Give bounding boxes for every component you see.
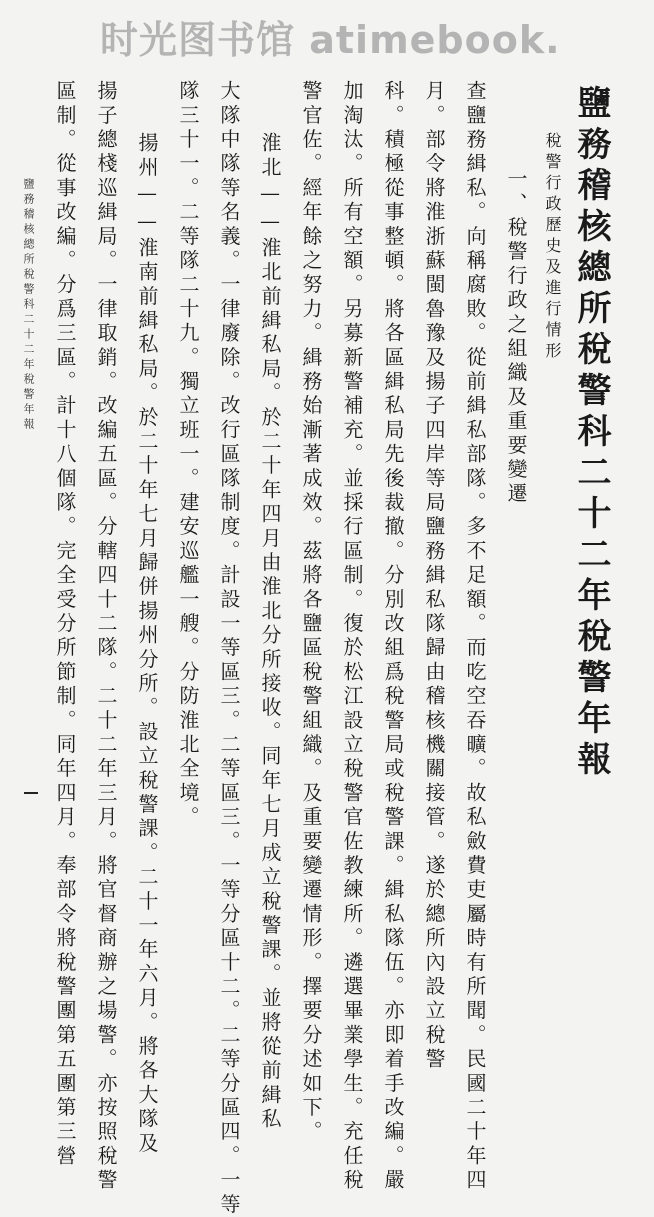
page-number xyxy=(24,792,38,794)
body-column-5: 警官佐。經年餘之努力。緝務始漸著成效。茲將各鹽區稅警組織。及重要變遷情形。擇要分述如下。 xyxy=(299,80,323,1145)
body-column-10: 揚子總棧巡緝局。一律取銷。改編五區。分轄四十二隊。二十二年三月。將官督商辦之場警。亦按照稅警 xyxy=(94,80,118,1194)
section-heading: 稅警行政歷史及進行情形 xyxy=(543,132,562,363)
body-column-4: 加淘汰。所有空額。另募新警補充。並採行區制。復於松江設立稅警官佐教練所。遴選畢業學生。充任稅 xyxy=(340,80,364,1194)
subheading-line: 一、稅警行政之組織及重要變遷 xyxy=(504,168,528,507)
body-column-11: 區制。從事改編。分爲三區。計十八個隊。完全受分所節制。同年四月。奉部令將稅警團第五團第三營 xyxy=(53,80,77,1169)
body-column-7: 大隊中隊等名義。一律廢除。改行區隊制度。計設一等區三。二等區三。一等分區十二。二等分區四。一等 xyxy=(217,80,241,1217)
running-header: 鹽務稽核總所稅警科二十二年稅警年報 xyxy=(22,178,35,433)
watermark: 时光图书馆 atimebook. xyxy=(100,18,561,62)
body-column-8: 隊三十一。二等隊二十九。獨立班一。建安巡艦一艘。分防淮北全境。 xyxy=(176,80,200,831)
body-column-3: 科。積極從事整頓。將各區緝私局先後裁撤。分別改組爲稅警局或稅警課。緝私隊伍。亦即着手改編。嚴 xyxy=(381,80,405,1194)
body-column-1: 查鹽務緝私。向稱腐敗。從前緝私部隊。多不足額。而吃空吞曠。故私斂費吏屬時有所聞。民國二十年四 xyxy=(463,80,487,1194)
page-title: 鹽務稽核總所稅警科二十二年稅警年報 xyxy=(571,85,611,782)
body-column-2: 月。部令將淮浙蘇閩魯豫及揚子四岸等局鹽務緝私隊歸由稽核機關接管。遂於總所內設立稅警 xyxy=(422,80,446,1073)
body-column-6: 淮北——淮北前緝私局。於二十年四月由淮北分所接收。同年七月成立稅警課。並將從前緝私 xyxy=(258,132,282,1133)
body-column-9: 揚州——淮南前緝私局。於二十年七月歸併揚州分所。設立稅警課。二十一年六月。將各大隊及 xyxy=(135,132,159,1157)
